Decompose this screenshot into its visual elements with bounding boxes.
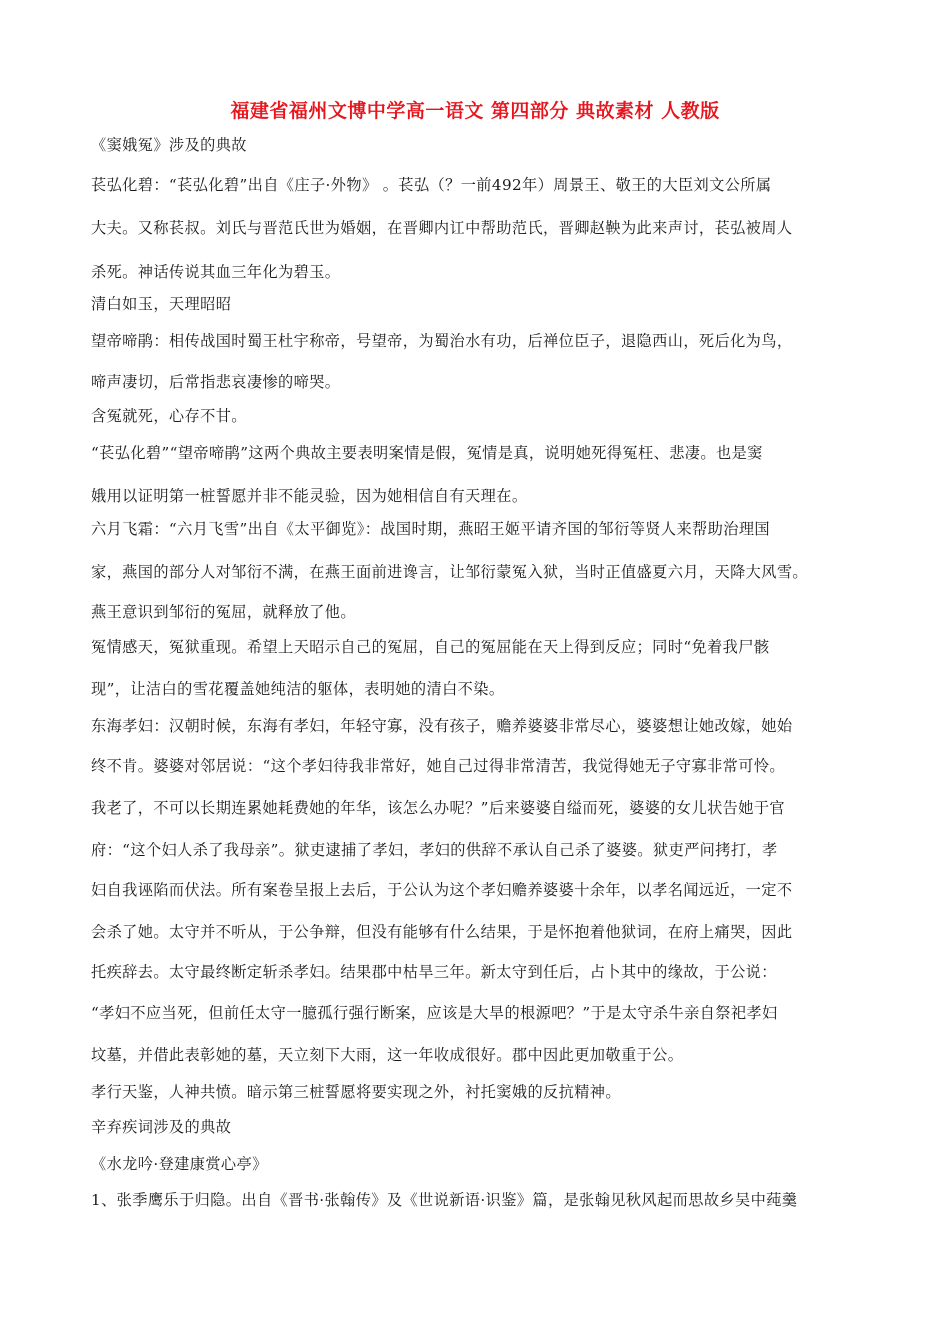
paragraph-line: 妇自我诬陷而伏法。所有案卷呈报上去后，于公认为这个孝妇赡养婆婆十余年，以孝名闻远近，一定不 xyxy=(91,881,793,899)
subsection-heading: 《水龙吟·登建康赏心亭》 xyxy=(91,1155,268,1173)
paragraph-line: 冤情感天，冤狱重现。希望上天昭示自己的冤屈，自己的冤屈能在天上得到反应；同时“免着我尸骸 xyxy=(91,638,770,656)
paragraph-line: 含冤就死，心存不甘。 xyxy=(91,407,247,425)
paragraph-line: 六月飞霜：“六月飞雪”出自《太平御览》：战国时期，燕昭王姬平请齐国的邹衍等贤人来帮助治理国 xyxy=(91,520,770,538)
paragraph-line: 终不肯。婆婆对邻居说：“这个孝妇待我非常好，她自己过得非常清苦，我觉得她无子守寡非常可怜。 xyxy=(91,757,786,775)
paragraph-line: 杀死。神话传说其血三年化为碧玉。 xyxy=(91,263,341,281)
document-title: 福建省福州文博中学高一语文 第四部分 典故素材 人教版 xyxy=(230,100,720,122)
paragraph-line: “孝妇不应当死，但前任太守一臆孤行强行断案，应该是大旱的根源吧？”于是太守杀牛亲自祭祀孝妇 xyxy=(91,1004,778,1022)
paragraph-line: 1、张季鹰乐于归隐。出自《晋书·张翰传》及《世说新语·识鉴》篇，是张翰见秋风起而思故乡吴中莼羹 xyxy=(91,1191,798,1209)
section-heading: 辛弃疾词涉及的典故 xyxy=(91,1118,232,1136)
section-heading: 《窦娥冤》涉及的典故 xyxy=(91,136,247,154)
paragraph-line: 娥用以证明第一桩誓愿并非不能灵验，因为她相信自有天理在。 xyxy=(91,487,528,505)
paragraph-line: 我老了，不可以长期连累她耗费她的年华，该怎么办呢？”后来婆婆自缢而死，婆婆的女儿状告她于官 xyxy=(91,799,786,817)
paragraph-line: 苌弘化碧：“苌弘化碧”出自《庄子·外物》 。苌弘（？一前492年）周景王、敬王的大臣刘文公所属 xyxy=(91,176,772,194)
paragraph-line: 家，燕国的部分人对邹衍不满，在燕王面前进谗言，让邹衍蒙冤入狱，当时正值盛夏六月，天降大风雪。 xyxy=(91,563,809,581)
paragraph-line: 大夫。又称苌叔。刘氏与晋范氏世为婚姻，在晋卿内讧中帮助范氏，晋卿赵鞅为此来声讨，苌弘被周人 xyxy=(91,219,793,237)
paragraph-line: 东海孝妇：汉朝时候，东海有孝妇，年轻守寡，没有孩子，赡养婆婆非常尽心，婆婆想让她改嫁，她始 xyxy=(91,717,793,735)
paragraph-line: “苌弘化碧”“望帝啼鹃”这两个典故主要表明案情是假，冤情是真，说明她死得冤枉、悲凄。也是窦 xyxy=(91,444,763,462)
paragraph-line: 望帝啼鹃：相传战国时蜀王杜宇称帝，号望帝，为蜀治水有功，后禅位臣子，退隐西山，死后化为鸟， xyxy=(91,332,793,350)
paragraph-line: 清白如玉，天理昭昭 xyxy=(91,295,232,313)
paragraph-line: 啼声凄切，后常指悲哀凄惨的啼哭。 xyxy=(91,373,341,391)
paragraph-line: 府：“这个妇人杀了我母亲”。狱吏逮捕了孝妇，孝妇的供辞不承认自己杀了婆婆。狱吏严问拷打，孝 xyxy=(91,841,778,859)
paragraph-line: 坟墓，并借此表彰她的墓，天立刻下大雨，这一年收成很好。郡中因此更加敬重于公。 xyxy=(91,1046,684,1064)
paragraph-line: 会杀了她。太守并不听从，于公争辩，但没有能够有什么结果，于是怀抱着他狱词，在府上痛哭，因此 xyxy=(91,923,793,941)
paragraph-line: 孝行天鉴，人神共愤。暗示第三桩誓愿将要实现之外，衬托窦娥的反抗精神。 xyxy=(91,1083,621,1101)
paragraph-line: 燕王意识到邹衍的冤屈，就释放了他。 xyxy=(91,603,356,621)
paragraph-line: 托疾辞去。太守最终断定斩杀孝妇。结果郡中枯旱三年。新太守到任后，占卜其中的缘故，于公说： xyxy=(91,963,777,981)
paragraph-line: 现”，让洁白的雪花覆盖她纯洁的躯体，表明她的清白不染。 xyxy=(91,680,505,698)
